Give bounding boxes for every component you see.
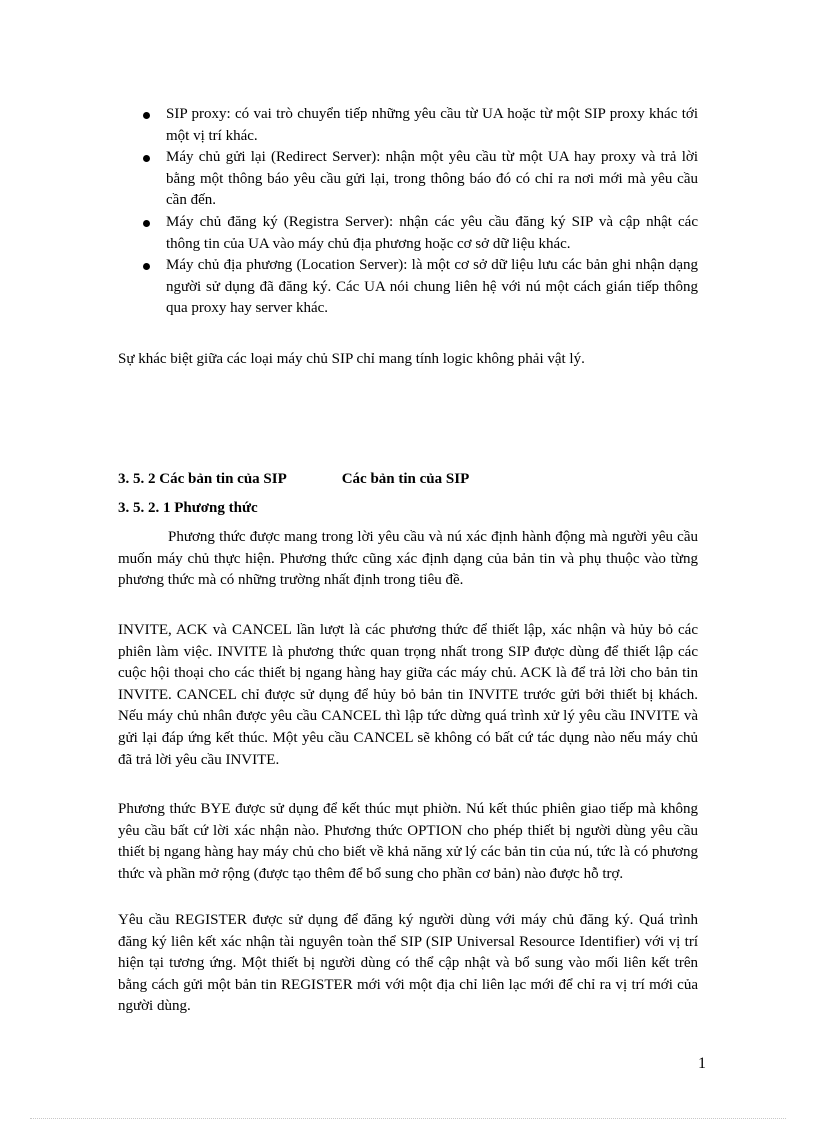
bullet-icon <box>143 220 150 227</box>
list-item-text: Máy chủ địa phương (Location Server): là một cơ sở dữ liệu lưu các bản ghi nhận dạng người sử dụng đã đăng ký. Các UA nói chung liên hệ với nú một cách gián tiếp thông qua proxy hay server khác. <box>166 257 698 317</box>
bullet-icon <box>143 112 150 119</box>
page-number: 1 <box>698 1055 706 1072</box>
bullet-icon <box>143 263 150 270</box>
list-item-text: SIP proxy: có vai trò chuyển tiếp những yêu cầu từ UA hoặc từ một SIP proxy khác tới một vị trí khác. <box>166 106 698 144</box>
list-item-text: Máy chủ gửi lại (Redirect Server): nhận một yêu cầu từ một UA hay proxy và trả lời bằng một thông báo yêu cầu gửi lại, trong thông báo đó có chỉ ra nơi mới mà yêu cầu cần đến. <box>166 149 698 209</box>
body-paragraph: Phương thức được mang trong lời yêu cầu và nú xác định hành động mà người yêu cầu muốn máy chủ thực hiện. Phương thức cũng xác định dạng của bản tin và phụ thuộc vào từng phương thức mà có những trường nhất định trong tiêu đề. <box>118 529 698 589</box>
list-item <box>140 255 698 320</box>
body-paragraph: INVITE, ACK và CANCEL lần lượt là các phương thức để thiết lập, xác nhận và hủy bỏ các phiên làm việc. INVITE là phương thức quan trọng nhất trong SIP được dùng để thiết lập các cuộc hội thoại cho các thiết bị ngang hàng hay giữa các máy chủ. ACK là để trả lời cho bản tin INVITE. CANCEL chỉ được sử dụng để hủy bỏ bản tin INVITE trước gửi bởi thiết bị khách. Nếu máy chủ nhân được yêu cầu CANCEL thì lập tức dừng quá trình xử lý yêu cầu INVITE và gửi lại đáp ứng kết thúc. Một yêu cầu CANCEL sẽ không có bất cứ tác dụng nào nếu máy chủ đã trả lời yêu cầu INVITE. <box>118 622 698 768</box>
section-number: 3. 5. 2 Các bản tin của SIP <box>118 471 286 487</box>
list-item <box>140 104 698 147</box>
page-bottom-divider <box>30 1118 786 1119</box>
summary-paragraph: Sự khác biệt giữa các loại máy chủ SIP chỉ mang tính logic không phải vật lý. <box>118 351 585 367</box>
body-paragraph: Yêu cầu REGISTER được sử dụng để đăng ký người dùng với máy chủ đăng ký. Quá trình đăng ký liên kết xác nhận tài nguyên toàn thể SIP (SIP Universal Resource Identifier) với vị trí hiện tại tương ứng. Một thiết bị người dùng có thể cập nhật và bổ sung vào mối liên kết trên bằng cách gửi một bản tin REGISTER mới với một địa chỉ liên lạc mới để chỉ ra vị trí mới của người dùng. <box>118 912 698 1015</box>
body-paragraph: Phương thức BYE được sử dụng để kết thúc mụt phiờn. Nú kết thúc phiên giao tiếp mà không yêu cầu bất cứ lời xác nhận nào. Phương thức OPTION cho phép thiết bị người dùng yêu cầu thiết bị ngang hàng hay máy chủ cho biết về khả năng xử lý các bản tin của nú, tức là có phương thức và phần mở rộng (được tạo thêm để bổ sung cho phần cơ bản) nào được hỗ trợ. <box>118 801 698 882</box>
section-title: Các bản tin của SIP <box>341 471 470 487</box>
list-item-text: Máy chủ đăng ký (Registra Server): nhận các yêu cầu đăng ký SIP và cập nhật các thông tin của UA vào máy chủ địa phương hoặc cơ sở dữ liệu khác. <box>166 213 698 252</box>
bullet-icon <box>143 155 150 162</box>
list-item <box>140 212 698 255</box>
subsection-number: 3. 5. 2. 1 Phương thức <box>118 500 258 516</box>
server-types-list <box>140 104 698 320</box>
subsection-heading <box>118 498 258 519</box>
section-heading <box>118 469 469 490</box>
list-item <box>140 147 698 212</box>
